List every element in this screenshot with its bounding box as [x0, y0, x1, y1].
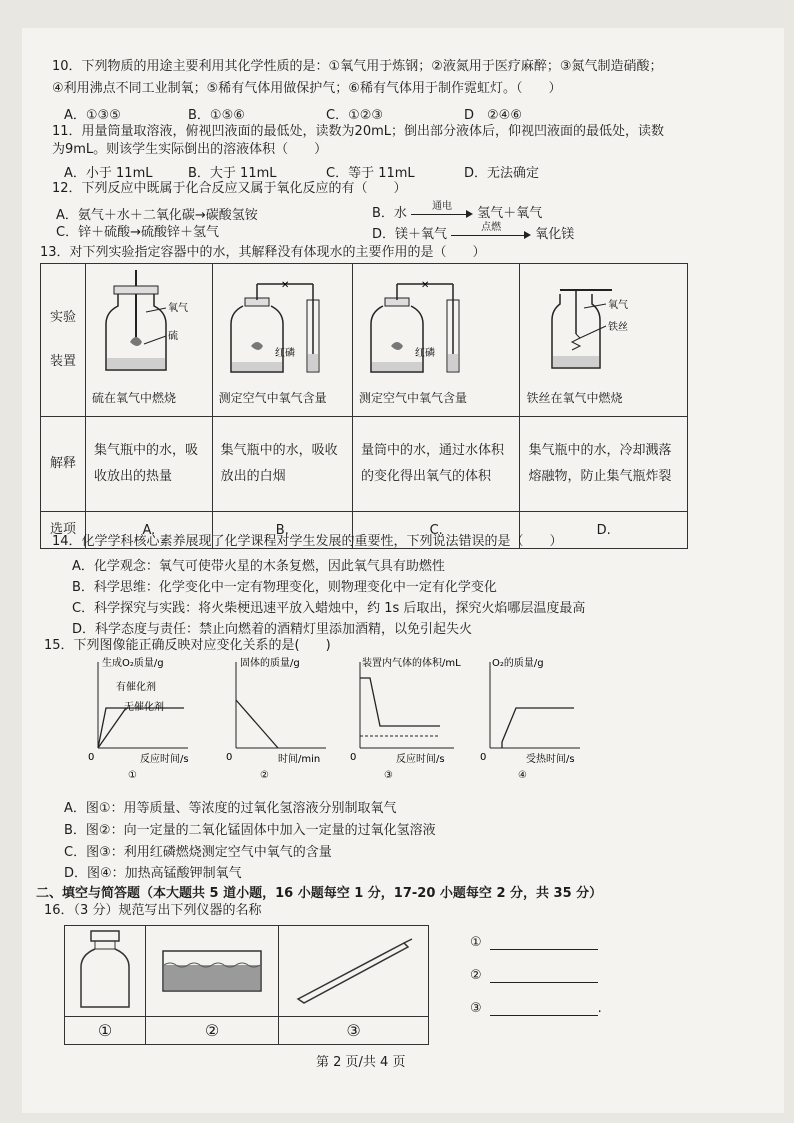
q15-option-a: A．图①：用等质量、等浓度的过氧化氢溶液分别制取氧气: [64, 801, 397, 816]
q11-stem-line1: 11．用量筒量取溶液，俯视凹液面的最低处，读数为20mL；倒出部分液体后，仰视凹液面的最低处，读数: [52, 124, 664, 139]
q13-row-label-apparatus: 实验 装置: [41, 264, 86, 417]
q11-option-b: B．大于 11mL: [188, 166, 277, 181]
q12-b-product: 氢气＋氧气: [477, 206, 543, 221]
graph-2: [222, 656, 332, 781]
q11-option-c: C．等于 11mL: [326, 166, 415, 181]
q12-d-condition: 点燃: [481, 221, 502, 233]
instrument-1: [65, 926, 146, 1017]
q13-stem: 13．对下列实验指定容器中的水，其解释没有体现水的主要作用的是（ ）: [40, 245, 486, 260]
q14-option-a: A．化学观念：氧气可使带火星的木条复燃，因此氧气具有助燃性: [72, 559, 445, 574]
q10-option-a: A．①③⑤: [64, 108, 121, 123]
page-footer: 第 2 页/共 4 页: [316, 1055, 406, 1070]
q11-option-a: A．小于 11mL: [64, 166, 153, 181]
label-red-phosphorus-2: 红磷: [414, 348, 435, 359]
q13-caption-b: 测定空气中氧气含量: [218, 391, 327, 405]
q13-caption-d: 铁丝在氧气中燃烧: [526, 391, 623, 405]
q13-explain-c: 量筒中的水，通过水体积 的变化得出氧气的体积: [352, 417, 520, 512]
graph-1-origin: 0: [88, 752, 95, 763]
q14-stem: 14．化学学科核心素养展现了化学课程对学生发展的重要性，下列说法错误的是（ ）: [52, 534, 563, 549]
graph-4-origin: 0: [480, 752, 487, 763]
q13-apparatus-b: [212, 264, 352, 417]
q11-option-d: D．无法确定: [464, 166, 540, 181]
graph-1-number: ①: [128, 770, 137, 781]
q12-d-reactant: D．镁＋氧气: [372, 227, 448, 242]
graph-2-ylabel: 固体的质量/g: [240, 658, 300, 669]
graph-2-number: ②: [260, 770, 269, 781]
instrument-2-num: ②: [146, 1017, 279, 1045]
q16-instrument-table: [64, 925, 429, 1045]
graph-4: [480, 656, 590, 781]
q10-option-b: B．①⑤⑥: [188, 108, 245, 123]
label-sulfur: 硫: [168, 331, 178, 342]
q12-option-a: A．氨气＋水＋二氧化碳→碳酸氢铵: [56, 208, 258, 223]
q10-stem-line2: ④利用沸点不同工业制氧；⑤稀有气体用做保护气；⑥稀有气体用于制作霓虹灯。（ ）: [52, 81, 562, 96]
svg-text:✕: ✕: [420, 280, 430, 291]
instrument-1-num: ①: [65, 1017, 146, 1045]
q12-d-product: 氧化镁: [535, 227, 575, 242]
q13-apparatus-a: [86, 264, 213, 417]
q12-option-c: C．锌＋硫酸→硫酸锌＋氢气: [56, 225, 219, 240]
q10-option-d: D ②④⑥: [464, 108, 522, 123]
q13-caption-a: 硫在氧气中燃烧: [92, 391, 177, 405]
graph-3-xlabel: 反应时间/s: [396, 754, 445, 765]
q11-stem-line2: 为9mL。则该学生实际倒出的溶液体积（ ）: [52, 142, 328, 157]
q12-option-d: [372, 223, 574, 243]
q12-b-condition: 通电: [432, 200, 453, 212]
label-oxygen: 氧气: [168, 303, 188, 314]
q16-stem: 16．（3 分）规范写出下列仪器的名称: [44, 903, 262, 918]
q13-caption-c: 测定空气中氧气含量: [358, 391, 467, 405]
graph-3-number: ③: [384, 770, 393, 781]
instrument-3: [279, 926, 429, 1017]
q13-option-d: D.: [520, 512, 688, 549]
q15-option-c: C．图③：利用红磷燃烧测定空气中氧气的含量: [64, 845, 332, 860]
label-iron-wire: 铁丝: [608, 322, 629, 333]
q16-answer-line-1[interactable]: [490, 937, 598, 950]
graph-4-ylabel: O₂的质量/g: [492, 658, 544, 669]
q10-option-c: C．①②③: [326, 108, 384, 123]
q15-option-d: D．图④：加热高锰酸钾制氧气: [64, 866, 242, 881]
graph-1-label-no-catalyst: 无催化剂: [124, 702, 164, 713]
q13-option-a: A.: [86, 512, 213, 549]
graph-3-origin: 0: [350, 752, 357, 763]
instrument-2: [146, 926, 279, 1017]
q12-d-arrow: [451, 221, 531, 243]
label-oxygen-d: 氧气: [608, 300, 629, 311]
q14-option-c: C．科学探究与实践：将火柴梗迅速平放入蜡烛中，约 1s 后取出，探究火焰哪层温度最高: [72, 601, 586, 616]
trough-icon: [157, 939, 267, 999]
q13-explain-b: 集气瓶中的水，吸收 放出的白烟: [212, 417, 352, 512]
q13-apparatus-c: [352, 264, 520, 417]
svg-text:✕: ✕: [280, 280, 290, 291]
graph-2-origin: 0: [226, 752, 233, 763]
q15-option-b: B．图②：向一定量的二氧化锰固体中加入一定量的过氧化氢溶液: [64, 823, 436, 838]
graph-4-xlabel: 受热时间/s: [526, 754, 575, 765]
q16-blank-3: ③ .: [470, 1001, 602, 1016]
label-red-phosphorus: 红磷: [274, 348, 295, 359]
q13-table: [40, 263, 688, 549]
q13-option-b: B.: [212, 512, 352, 549]
q16-blank-1: ①: [470, 935, 598, 950]
graph-3: [350, 656, 470, 781]
graph-4-number: ④: [518, 770, 527, 781]
reagent-bottle-icon: [75, 927, 135, 1011]
q13-row-label-option: 选项: [41, 512, 86, 549]
q16-blank-2: ②: [470, 968, 598, 983]
q13-option-c: C.: [352, 512, 520, 549]
q13-apparatus-d: [520, 264, 688, 417]
q14-option-b: B．科学思维：化学变化中一定有物理变化，则物理变化中一定有化学变化: [72, 580, 497, 595]
instrument-3-num: ③: [279, 1017, 429, 1045]
q13-explain-a: 集气瓶中的水，吸 收放出的热量: [86, 417, 213, 512]
graph-2-xlabel: 时间/min: [278, 754, 321, 765]
q16-answer-line-3[interactable]: [490, 1003, 598, 1016]
graph-1-xlabel: 反应时间/s: [140, 754, 189, 765]
q16-answer-line-2[interactable]: [490, 970, 598, 983]
graph-1-label-catalyst: 有催化剂: [116, 682, 156, 693]
section-2-heading: 二、填空与简答题（本大题共 5 道小题，16 小题每空 1 分，17-20 小题每空 2 分，共 35 分）: [36, 886, 603, 901]
graph-1: [84, 656, 194, 781]
graph-3-ylabel: 装置内气体的体积/mL: [362, 658, 461, 669]
q13-explain-d: 集气瓶中的水，冷却溅落 熔融物，防止集气瓶炸裂: [520, 417, 688, 512]
q12-b-reactant: B．水: [372, 206, 407, 221]
q15-stem: 15．下列图像能正确反映对应变化关系的是( ): [44, 638, 331, 653]
tweezers-icon: [284, 929, 424, 1009]
q13-row-label-explain: 解释: [41, 417, 86, 512]
q12-stem: 12．下列反应中既属于化合反应又属于氧化反应的有（ ）: [52, 181, 407, 196]
q10-stem-line1: 10．下列物质的用途主要利用其化学性质的是：①氧气用于炼钢；②液氮用于医疗麻醉；③氮气制造硝酸；: [52, 59, 663, 74]
q14-option-d: D．科学态度与责任：禁止向燃着的酒精灯里添加酒精，以免引起失火: [72, 622, 473, 637]
graph-1-ylabel: 生成O₂质量/g: [102, 658, 164, 669]
